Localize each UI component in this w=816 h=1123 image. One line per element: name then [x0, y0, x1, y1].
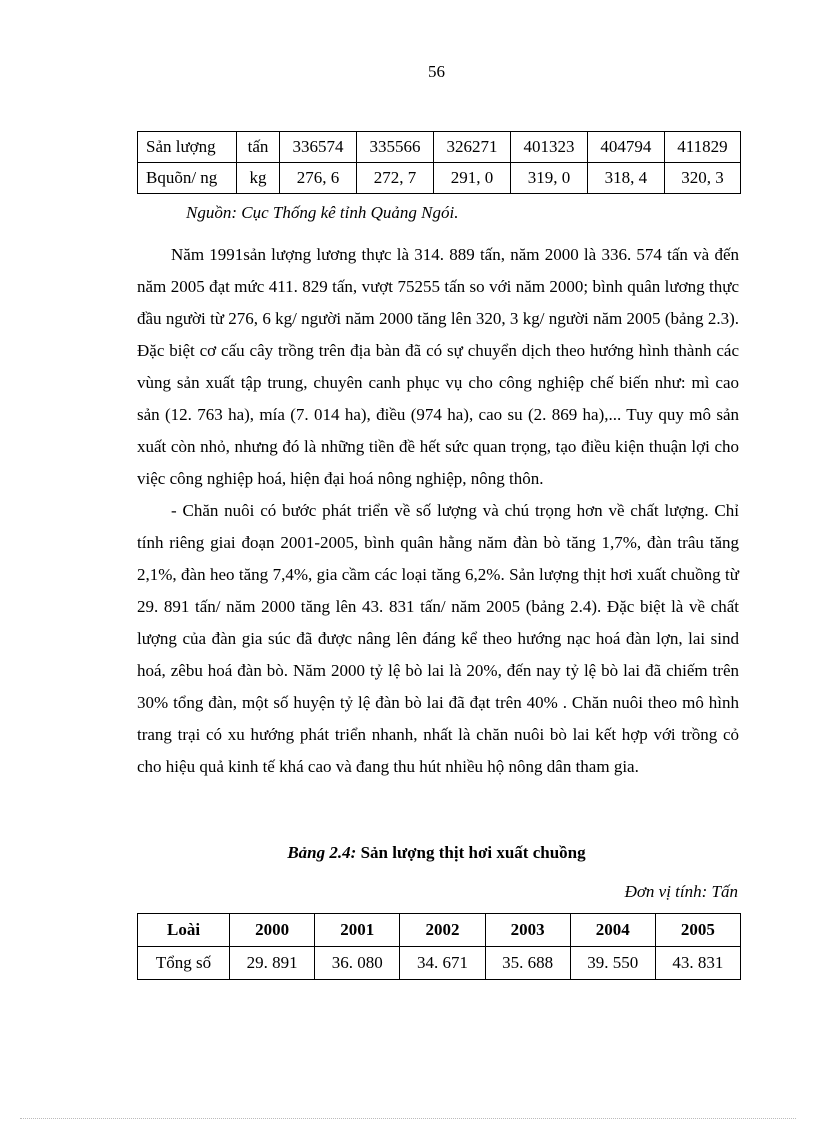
grain-output-table	[137, 131, 741, 194]
page-number: 56	[428, 62, 445, 81]
table-cell: 404794	[587, 132, 664, 163]
meat-output-table	[137, 913, 741, 980]
column-header: 2005	[655, 914, 740, 947]
column-header: Loài	[138, 914, 230, 947]
table-cell: 401323	[510, 132, 587, 163]
row-unit: tấn	[237, 132, 280, 163]
table-cell: 335566	[356, 132, 433, 163]
row-label: Bquõn/ ng	[138, 163, 237, 194]
column-header: 2002	[400, 914, 485, 947]
table-cell: 29. 891	[230, 947, 315, 980]
table-header-row	[138, 914, 741, 947]
table-cell: 319, 0	[510, 163, 587, 194]
table-cell: 336574	[280, 132, 357, 163]
column-header: 2000	[230, 914, 315, 947]
column-header: 2001	[315, 914, 400, 947]
caption-title: Sản lượng thịt hơi xuất chuồng	[356, 843, 586, 862]
table-cell: 34. 671	[400, 947, 485, 980]
source-note: Nguồn: Cục Thống kê tỉnh Quảng Ngói.	[186, 203, 459, 222]
table-cell: 39. 550	[570, 947, 655, 980]
table-cell: 320, 3	[664, 163, 740, 194]
table-caption	[0, 843, 816, 863]
table-cell: 318, 4	[587, 163, 664, 194]
footer-divider	[20, 1118, 796, 1119]
table-cell: 35. 688	[485, 947, 570, 980]
table-cell: 411829	[664, 132, 740, 163]
table-cell: 36. 080	[315, 947, 400, 980]
caption-prefix: Bảng 2.4:	[287, 843, 357, 862]
table-row	[138, 163, 741, 194]
paragraph: Năm 1991sản lượng lương thực là 314. 889 tấn, năm 2000 là 336. 574 tấn và đến năm 2005 đạt mức 411. 829 tấn, vượt 75255 tấn so với năm 2000; bình quân lương thực đầu người từ 276, 6 kg/ người năm 2000 tăng lên 320, 3 kg/ người năm 2005 (bảng 2.3). Đặc biệt cơ cấu cây trồng trên địa bàn đã có sự chuyển dịch theo hướng hình thành các vùng sản xuất tập trung, chuyên canh phục vụ cho công nghiệp chế biến như: mì cao sản (12. 763 ha), mía (7. 014 ha), điều (974 ha), cao su (2. 869 ha),... Tuy quy mô sản xuất còn nhỏ, nhưng đó là những tiền đề hết sức quan trọng, tạo điều kiện thuận lợi cho việc công nghiệp hoá, hiện đại hoá nông nghiệp, nông thôn.	[137, 245, 739, 488]
table-cell: Tổng số	[138, 947, 230, 980]
table-cell: 276, 6	[280, 163, 357, 194]
row-label: Sản lượng	[138, 132, 237, 163]
table-cell: 291, 0	[433, 163, 510, 194]
table-row	[138, 947, 741, 980]
column-header: 2004	[570, 914, 655, 947]
body-text	[137, 239, 739, 783]
table-cell: 272, 7	[356, 163, 433, 194]
table-cell: 326271	[433, 132, 510, 163]
column-header: 2003	[485, 914, 570, 947]
table-row	[138, 132, 741, 163]
paragraph: - Chăn nuôi có bước phát triển về số lượng và chú trọng hơn về chất lượng. Chỉ tính riêng giai đoạn 2001-2005, bình quân hằng năm đàn bò tăng 1,7%, đàn trâu tăng 2,1%, đàn heo tăng 7,4%, gia cầm các loại tăng 6,2%. Sản lượng thịt hơi xuất chuồng từ 29. 891 tấn/ năm 2000 tăng lên 43. 831 tấn/ năm 2005 (bảng 2.4). Đặc biệt là về chất lượng của đàn gia súc đã được nâng lên đáng kể theo hướng nạc hoá đàn lợn, lai sind hoá, zêbu hoá đàn bò. Năm 2000 tỷ lệ bò lai là 20%, đến nay tỷ lệ bò lai đã chiếm trên 30% tổng đàn, một số huyện tỷ lệ đàn bò lai đã đạt trên 40% . Chăn nuôi theo mô hình trang trại có xu hướng phát triển nhanh, nhất là chăn nuôi bò lai kết hợp với trồng cỏ cho hiệu quả kinh tế khá cao và đang thu hút nhiều hộ nông dân tham gia.	[137, 501, 739, 776]
unit-note: Đơn vị tính: Tấn	[624, 882, 738, 901]
table-cell: 43. 831	[655, 947, 740, 980]
row-unit: kg	[237, 163, 280, 194]
